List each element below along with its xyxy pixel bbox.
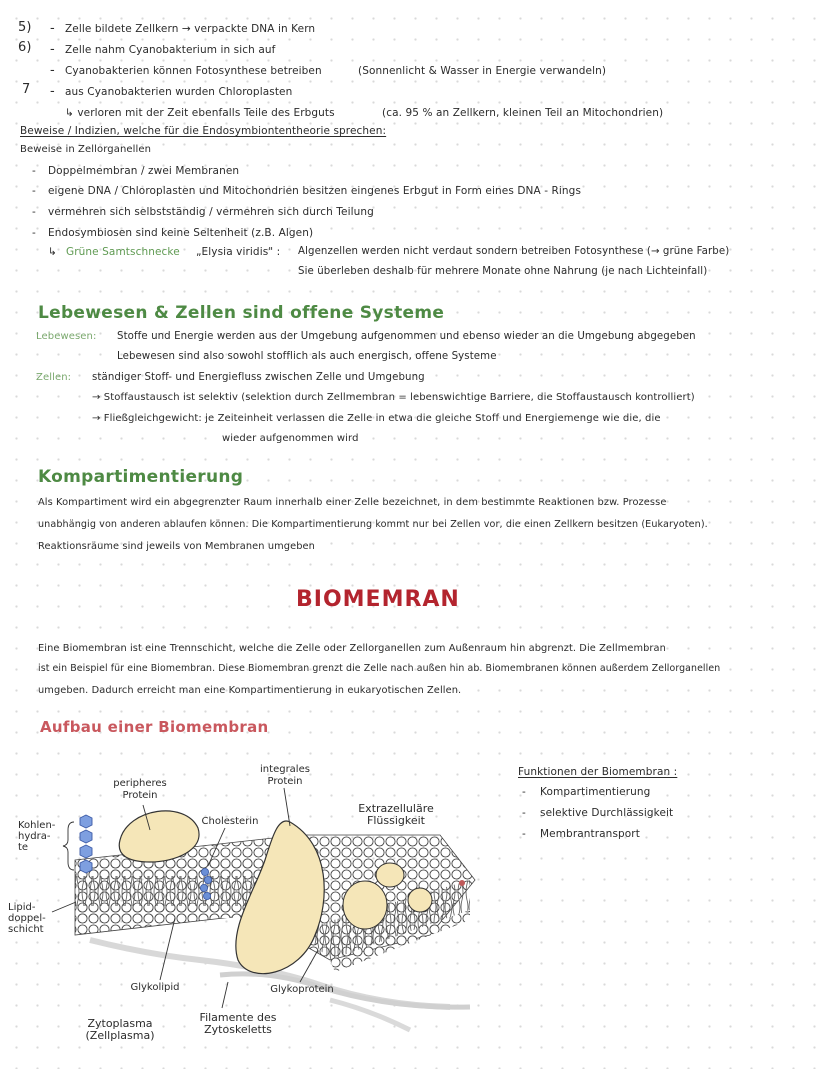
compartment-heading: Kompartimentierung bbox=[38, 467, 244, 487]
label-peripheral-protein: peripheres Protein bbox=[113, 778, 167, 801]
example-species: „Elysia viridis" : bbox=[196, 246, 281, 258]
dash: - bbox=[522, 807, 526, 819]
biomembrane-title: BIOMEMRAN bbox=[296, 587, 460, 612]
label-filaments: Filamente des Zytoskeletts bbox=[199, 1011, 277, 1036]
dash: - bbox=[522, 786, 526, 798]
label-lebewesen: Lebewesen: bbox=[36, 331, 97, 342]
compartment-text: Reaktionsräume sind jeweils von Membranen umgeben bbox=[38, 541, 315, 552]
evidence-heading: Beweise / Indizien, welche für die Endosymbiontentheorie sprechen: bbox=[20, 125, 387, 137]
label-cholesterol: Cholesterin bbox=[201, 816, 259, 827]
evidence-item: vermehren sich selbstständig / vermehren sich durch Teilung bbox=[48, 206, 374, 218]
lebewesen-text: Lebewesen sind also sowohl stofflich als auch energisch, offene Systeme bbox=[117, 351, 497, 362]
note-line-6: Zelle nahm Cyanobakterium in sich auf bbox=[65, 44, 276, 56]
functions-heading: Funktionen der Biomembran : bbox=[518, 766, 678, 778]
note-line-7: aus Cyanobakterien wurden Chloroplasten bbox=[65, 86, 293, 98]
label-zellen: Zellen: bbox=[36, 372, 72, 383]
brace bbox=[63, 822, 74, 870]
lipid-tails bbox=[75, 876, 255, 906]
lipid-heads-row bbox=[75, 862, 255, 874]
structure-heading: Aufbau einer Biomembran bbox=[40, 718, 269, 736]
zellen-text: → Fließgleichgewicht: je Zeiteinheit verlassen die Zelle in etwa die gleiche Stoff und Energiemenge wie die, die bbox=[92, 413, 661, 424]
note-number-5: 5) bbox=[18, 20, 32, 35]
label-lipid-bilayer: Lipid- doppel- schicht bbox=[8, 902, 46, 935]
dash: - bbox=[32, 206, 36, 218]
pointer-line bbox=[160, 918, 175, 980]
example-arrow: ↳ bbox=[48, 246, 57, 258]
biomembrane-text: umgeben. Dadurch erreicht man eine Kompartimentierung in eukaryotischen Zellen. bbox=[38, 685, 462, 696]
biomembrane-text: ist ein Beispiel für eine Biomembran. Diese Biomembran grenzt die Zelle nach außen hin ab. Biomembranen können außerdem Zellorganellen bbox=[38, 663, 721, 674]
example-text: Algenzellen werden nicht verdaut sondern betreiben Fotosynthese (→ grüne Farbe) bbox=[298, 246, 730, 257]
label-integral-protein: integrales Protein bbox=[260, 764, 310, 787]
carbohydrate-chain bbox=[80, 815, 92, 873]
compartment-text: unabhängig von anderen ablaufen können. Die Kompartimentierung kommt nur bei Zellen vor, die einen Zellkern besitzen (Eukaryoten). bbox=[38, 519, 708, 530]
compartment-text: Als Kompartiment wird ein abgegrenzter Raum innerhalb einer Zelle bezeichnet, in dem bestimmte Reaktionen bzw. Prozesse bbox=[38, 497, 667, 508]
pointer-line bbox=[284, 788, 290, 826]
pointer-line bbox=[52, 902, 76, 912]
function-item: Kompartimentierung bbox=[540, 786, 651, 798]
example-name: Grüne Samtschnecke bbox=[66, 246, 180, 258]
evidence-subheading: Beweise in Zellorganellen bbox=[20, 144, 152, 155]
evidence-item: Doppelmembran / zwei Membranen bbox=[48, 165, 240, 177]
zellen-text: → Stoffaustausch ist selektiv (selektion durch Zellmembran = lebenswichtige Barriere, die Stoffaustausch kontrolliert) bbox=[92, 392, 695, 403]
zellen-text: wieder aufgenommen wird bbox=[222, 433, 359, 444]
lipid-heads-row bbox=[75, 906, 255, 918]
note-line-7b-detail: (ca. 95 % an Zellkern, kleinen Teil an Mitochondrien) bbox=[382, 107, 664, 119]
protein bbox=[408, 888, 432, 912]
label-glycoprotein: Glykoprotein bbox=[270, 984, 334, 995]
label-carbohydrates: Kohlen- hydra- te bbox=[18, 820, 56, 853]
biomembrane-text: Eine Biomembran ist eine Trennschicht, welche die Zelle oder Zellorganellen zum Außenraum hin abgrenzt. Die Zellmembran bbox=[38, 643, 666, 654]
protein bbox=[376, 863, 404, 887]
label-extracellular: Extrazelluläre Flüssigkeit bbox=[358, 802, 434, 827]
dash: - bbox=[32, 227, 36, 239]
dash: - bbox=[50, 84, 55, 99]
dash: - bbox=[522, 828, 526, 840]
evidence-item: eigene DNA / Chloroplasten und Mitochondrien besitzen eingenes Erbgut in Form eines DNA - Rings bbox=[48, 185, 582, 197]
open-systems-heading: Lebewesen & Zellen sind offene Systeme bbox=[38, 303, 445, 323]
dash: - bbox=[50, 21, 55, 36]
dash: - bbox=[32, 185, 36, 197]
function-item: selektive Durchlässigkeit bbox=[540, 807, 674, 819]
glycoprotein bbox=[343, 881, 387, 929]
example-text: Sie überleben deshalb für mehrere Monate ohne Nahrung (je nach Lichteinfall) bbox=[298, 266, 708, 277]
evidence-item: Endosymbiosen sind keine Seltenheit (z.B. Algen) bbox=[48, 227, 314, 239]
note-line-5: Zelle bildete Zellkern → verpackte DNA in Kern bbox=[65, 23, 316, 35]
note-line-7b: ↳ verloren mit der Zeit ebenfalls Teile des Erbguts bbox=[65, 107, 335, 119]
note-line-6b: Cyanobakterien können Fotosynthese betreiben bbox=[65, 65, 322, 77]
marker-dot bbox=[459, 880, 465, 886]
dash: - bbox=[50, 42, 55, 57]
dash: - bbox=[50, 63, 55, 78]
label-cytoplasm: Zytoplasma (Zellplasma) bbox=[85, 1017, 155, 1042]
note-number-6: 6) bbox=[18, 40, 32, 55]
note-line-6b-detail: (Sonnenlicht & Wasser in Energie verwandeln) bbox=[358, 65, 607, 77]
label-glycolipid: Glykolipid bbox=[130, 982, 180, 993]
dash: - bbox=[32, 165, 36, 177]
lebewesen-text: Stoffe und Energie werden aus der Umgebung aufgenommen und ebenso wieder an die Umgebung abgegeben bbox=[117, 331, 696, 342]
function-item: Membrantransport bbox=[540, 828, 640, 840]
note-number-7: 7 bbox=[22, 82, 31, 97]
pointer-line bbox=[222, 982, 228, 1008]
zellen-text: ständiger Stoff- und Energiefluss zwischen Zelle und Umgebung bbox=[92, 372, 425, 383]
